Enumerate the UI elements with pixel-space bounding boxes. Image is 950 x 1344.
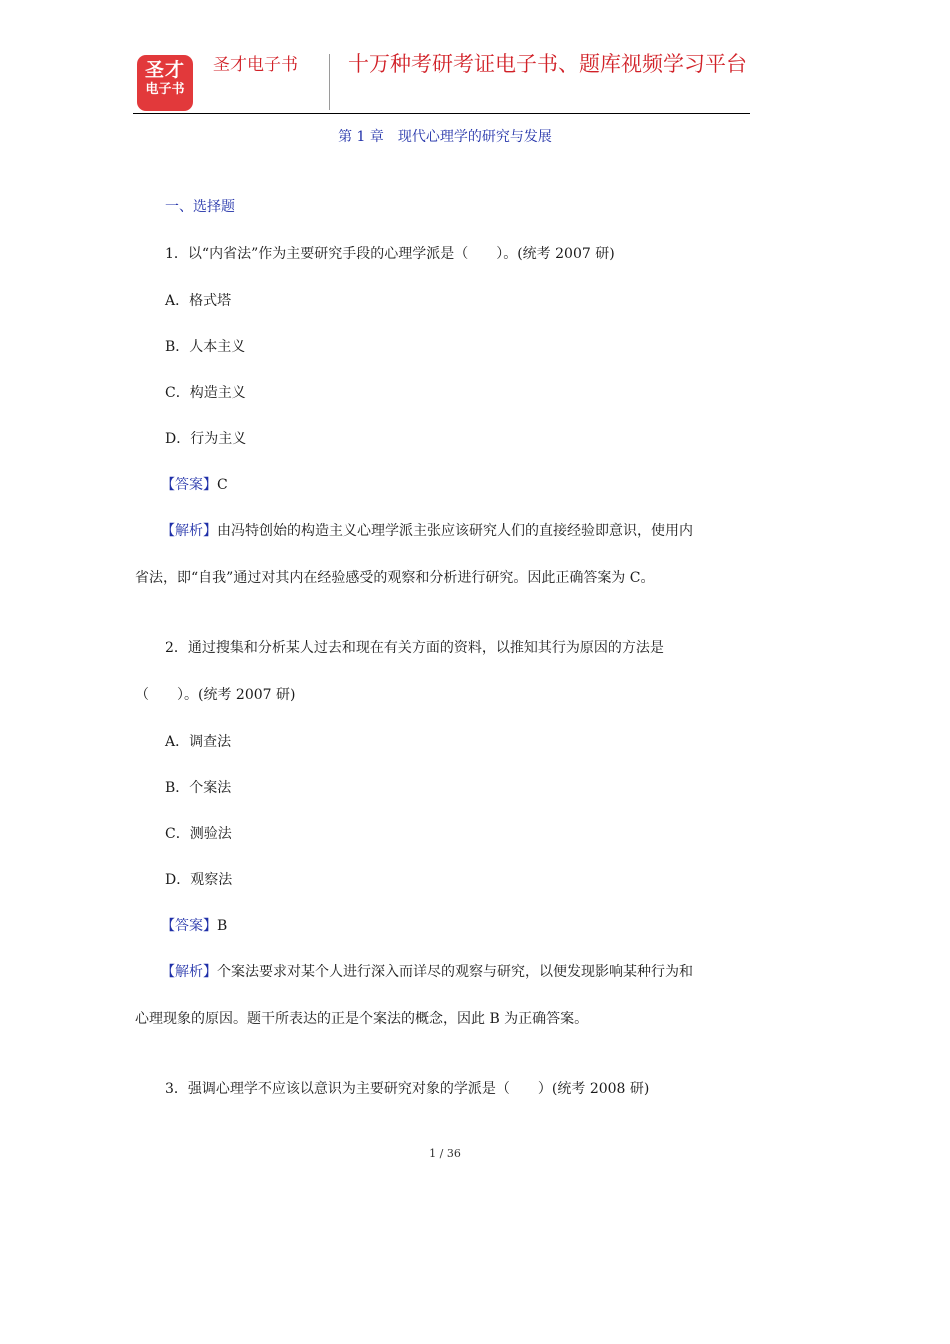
question-2-stem-line-1: 2．通过搜集和分析某人过去和现在有关方面的资料，以推知其行为原因的方法是 bbox=[165, 640, 664, 656]
question-1-stem: 1．以“内省法”作为主要研究手段的心理学派是（ ）。(统考 2007 研) bbox=[165, 246, 615, 262]
header-divider bbox=[329, 54, 330, 110]
logo-text-line2: 电子书 bbox=[145, 82, 185, 97]
answer-value: C bbox=[217, 477, 228, 493]
section-heading: 一、选择题 bbox=[165, 199, 235, 215]
question-2-analysis-line-2: 心理现象的原因。题干所表达的正是个案法的概念，因此 B 为正确答案。 bbox=[135, 1011, 589, 1027]
question-3-stem: 3．强调心理学不应该以意识为主要研究对象的学派是（ ）(统考 2008 研) bbox=[165, 1081, 650, 1097]
question-1-analysis-line-1 bbox=[161, 520, 693, 540]
question-2-option-b: B．个案法 bbox=[165, 780, 232, 796]
header-slogan: 十万种考研考证电子书、题库视频学习平台 bbox=[348, 52, 747, 76]
question-2-option-d: D．观察法 bbox=[165, 872, 233, 888]
question-1-option-a: A．格式塔 bbox=[165, 293, 232, 309]
analysis-text: 个案法要求对某个人进行深入而详尽的观察与研究，以便发现影响某种行为和 bbox=[217, 964, 693, 980]
analysis-tag: 【解析】 bbox=[161, 523, 217, 539]
question-2-option-c: C．测验法 bbox=[165, 826, 232, 842]
chapter-title: 第 1 章 现代心理学的研究与发展 bbox=[338, 129, 552, 145]
answer-tag: 【答案】 bbox=[161, 918, 217, 934]
question-1-analysis-line-2: 省法，即“自我”通过对其内在经验感受的观察和分析进行研究。因此正确答案为 C。 bbox=[135, 570, 655, 586]
answer-tag: 【答案】 bbox=[161, 477, 217, 493]
question-1-option-b: B．人本主义 bbox=[165, 339, 246, 355]
question-2-analysis-line-1 bbox=[161, 961, 693, 981]
question-2-option-a: A．调查法 bbox=[165, 734, 232, 750]
brand-logo bbox=[137, 55, 193, 111]
logo-text-line1: 圣才 bbox=[144, 59, 185, 81]
question-1-option-d: D．行为主义 bbox=[165, 431, 247, 447]
page-number: 1 / 36 bbox=[429, 1147, 461, 1160]
question-2-stem-line-2: （ ）。(统考 2007 研) bbox=[135, 687, 296, 703]
answer-value: B bbox=[217, 918, 228, 934]
brand-name: 圣才电子书 bbox=[213, 55, 298, 75]
question-1-option-c: C．构造主义 bbox=[165, 385, 246, 401]
question-2-answer bbox=[161, 915, 227, 935]
analysis-tag: 【解析】 bbox=[161, 964, 217, 980]
header-rule bbox=[133, 113, 750, 114]
question-1-answer bbox=[161, 474, 228, 494]
analysis-text: 由冯特创始的构造主义心理学派主张应该研究人们的直接经验即意识，使用内 bbox=[217, 523, 693, 539]
